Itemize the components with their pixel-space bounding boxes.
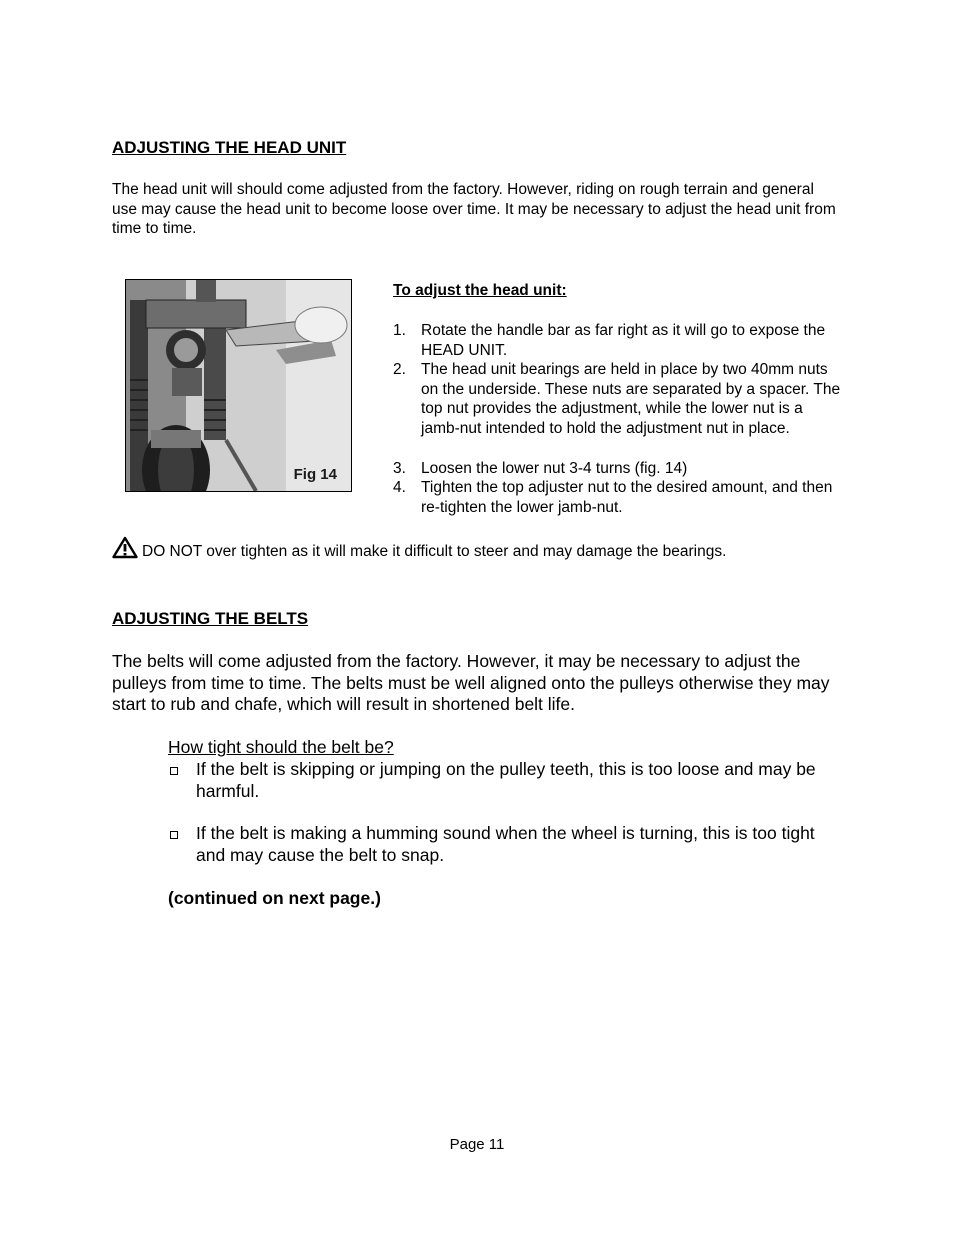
- list-item: [168, 823, 838, 866]
- belts-intro: The belts will come adjusted from the factory. However, it may be necessary to adjust the pulleys from time to time. The belts must be well aligned onto the pulleys otherwise they may start to rub and chafe, which will result in shortened belt life.: [112, 651, 830, 714]
- belt-tightness-question: How tight should the belt be?: [168, 737, 394, 757]
- checkbox-bullet-icon: [170, 831, 178, 839]
- step-number: 2.: [393, 361, 406, 378]
- figure-caption: Fig 14: [293, 466, 337, 483]
- steps-heading: To adjust the head unit:: [393, 282, 567, 299]
- head-unit-intro: The head unit will should come adjusted from the factory. However, riding on rough terrain and general use may cause the head unit to become loose over time. It may be necessary to adjust the head unit from time to time.: [112, 181, 836, 238]
- list-item: [168, 759, 838, 802]
- head-unit-heading: ADJUSTING THE HEAD UNIT: [112, 138, 347, 157]
- step-item: [393, 459, 843, 479]
- step-number: 3.: [393, 460, 406, 477]
- head-unit-photo-illustration: [126, 280, 351, 491]
- step-text: Tighten the top adjuster nut to the desired amount, and then re-tighten the lower jamb-nut.: [421, 479, 833, 516]
- list-item-text: If the belt is making a humming sound when the wheel is turning, this is too tight and may cause the belt to snap.: [196, 823, 815, 865]
- step-item: [393, 360, 843, 438]
- step-item: [393, 321, 843, 360]
- list-item-text: If the belt is skipping or jumping on the pulley teeth, this is too loose and may be harmful.: [196, 759, 816, 801]
- step-text: The head unit bearings are held in place by two 40mm nuts on the underside. These nuts are separated by a spacer. The top nut provides the adjustment, while the lower nut is a jamb-nut intended to hold the adjustment nut in place.: [421, 361, 841, 437]
- figure-14-photo: [125, 279, 352, 492]
- step-text: Rotate the handle bar as far right as it will go to expose the HEAD UNIT.: [421, 322, 826, 359]
- step-number: 1.: [393, 322, 406, 339]
- page-number: Page 11: [449, 1136, 505, 1153]
- belts-heading: ADJUSTING THE BELTS: [112, 609, 309, 628]
- warning-text: DO NOT over tighten as it will make it difficult to steer and may damage the bearings.: [142, 543, 727, 560]
- continued-note: (continued on next page.): [168, 888, 381, 908]
- checkbox-bullet-icon: [170, 767, 178, 775]
- step-number: 4.: [393, 479, 406, 496]
- step-item: [393, 478, 843, 517]
- step-text: Loosen the lower nut 3-4 turns (fig. 14): [421, 460, 688, 477]
- warning-triangle-icon: [112, 536, 138, 559]
